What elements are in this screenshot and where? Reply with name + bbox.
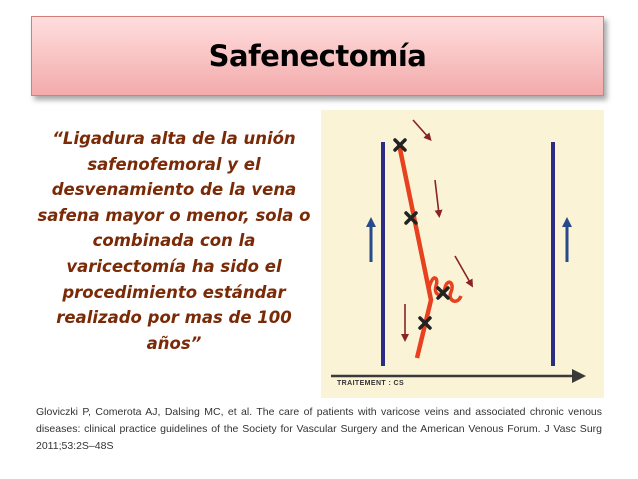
- treatment-label: TRAITEMENT : CS: [337, 380, 405, 387]
- reflux-arrow-3: [455, 256, 471, 284]
- reference-citation: Gloviczki P, Comerota AJ, Dalsing MC, et al. The care of patients with varicose veins and associated chronic venous diseases: clinical practice guidelines of the Society for Vascular Surgery and the American Venous Forum. J Vasc Surg 2011;53:2S–48S: [36, 406, 602, 452]
- treatment-diagram: [321, 110, 604, 398]
- slide-title: Safenectomía: [208, 39, 427, 73]
- reflux-arrow-1: [413, 120, 429, 138]
- title-banner: [31, 16, 604, 96]
- diagram-graphic: [321, 110, 604, 398]
- reflux-arrow-2: [435, 180, 439, 214]
- quote-text: “Ligadura alta de la unión safenofemoral y el desvenamiento de la vena safena mayor o menor, sola o combinada con la varicectomía ha sido el procedimiento estándar realizado por mas de 100 años”: [37, 129, 311, 353]
